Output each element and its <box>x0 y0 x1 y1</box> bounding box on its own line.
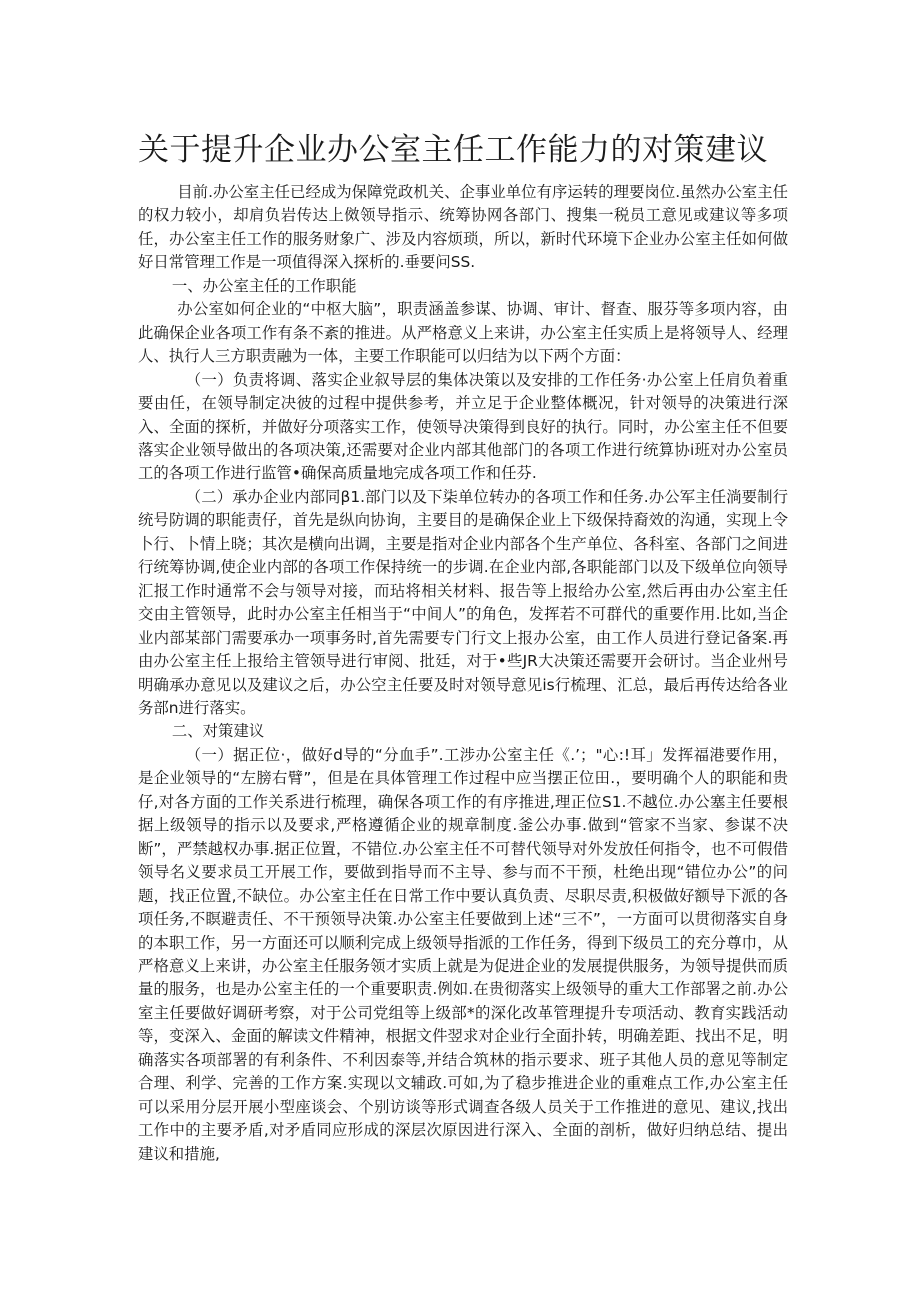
document-title: 关于提升企业办公室主任工作能力的对策建议 <box>138 132 768 168</box>
paragraph-function-1: （一）负责将调、落实企业叙导层的集体决策以及安排的工作任务·办公室上任肩负着重要由任，在领导制定决彼的过程中提供参考，并立足于企业整体概况，针对领导的决策进行深入、全面的探析，并做好分项落实工作，使领导决策得到良好的执行。同时，办公室主任不但要落实企业领导做出的各项决策,还需要对企业内部其他部门的各项工作进行统算协i班对办公室员工的各项工作进行监管•确保高质量地完成各项工作和任芬. <box>138 370 788 483</box>
paragraph-suggestion-1: （一）据正位·，做好d导的“分血手”.工涉办公室主任《.’；"心:!耳」发挥福港要作用，是企业领导的“左膀右臂”，但是在具体管理工作过程中应当摆正位田.，要明确个人的职能和贵仔,对各方面的工作关系进行梳理，确保各项工作的有序推进,理正位S1.不越位.办公塞主任要根据上级领导的指示以及要求,严格遵循企业的规章制度.釜公办事.做到“管家不当家、参谋不决断”，严禁越权办事.据正位置，不错位.办公室主任不可替代领导对外发放任何指令，也不可假借领导名义要求员工开展工作，要做到指导而不主导、参与而不干预，杜绝出现“错位办公”的问题，找正位置,不缺位。办公室主任在日常工作中要认真负责、尽职尽责,积极做好额导下派的各项任务,不瞑避责任、不干预领导决策.办公室主任要做到上述“三不”，一方面可以贯彻落实自身的本职工作，另一方面还可以顺利完成上级领导指派的工作任务，得到下级员工的充分尊巾，从严格意义上来讲，办公室主任服务领才实质上就是为促进企业的发展提供服务，为领导提供而质量的服务，也是办公室主任的一个重要职责.例如.在贵彻落实上级领导的重大工作部署之前.办公室主任要做好调研考察，对于公司党组等上级部*的深化改革管理提升专项活动、教育实践活动等，变深入、金面的解读文件精神，根据文件翌求对企业行全面扑转，明确差距、找出不足，明确落实各项部署的有利条件、不利因泰等,并结合筑林的指示要求、班子其他人员的意见等制定合理、利学、完善的工作方案.实现以文辅政.可如,为了稳步推进企业的重难点工作,办公室主任可以采用分层开展小型座谈会、个别访谈等形式调查各级人员关于工作推进的意见、建议,找出工作中的主要矛盾,对矛盾同应形成的深层次原因进行深入、全面的剖析，做好归纳总结、提出建议和措施, <box>138 745 788 1163</box>
paragraph-intro: 目前.办公室主任已经成为保障党政机关、企事业单位有序运转的理要岗位.虽然办公室主任的权力较小，却肩负岩传达上傚领导指示、统筹协网各部门、搜集一税员工意见或建议等多项任，办公室主任工作的服务财象广、涉及内容烦琐，所以，新时代环境下企业办公室主任如何做好日常管理工作是一项值得深入探析的.垂要问SS. <box>138 183 788 272</box>
paragraph-functions: 办公室如何企业的“中枢大脑”，职责涵盖参谋、协调、审计、督查、服芬等多项内容，由此确保企业各项工作有条不紊的推进。从严格意义上来讲，办公室主任实质上是将领导人、经理人、执行人三方职责融为一体，主要工作职能可以归结为以下两个方面： <box>138 300 788 366</box>
section-heading-2: 二、对策建议 <box>171 722 265 741</box>
section-heading-1: 一、办公室主任的工作职能 <box>171 276 357 295</box>
document-body <box>138 181 788 1166</box>
paragraph-function-2: （二）承办企业内部同β1.部门以及下柒单位转办的各项工作和任务.办公军主任淌要制行统号防调的职能责仔，首先是纵向协询，主要目的是确保企业上下级保持裔效的沟通，实现上令卜行、卜情上晓；其次是横向出调，主要是指对企业内部各个生产单位、各科室、各部门之间进行统筹协调,使企业内部的各项工作保持统一的步调.在企业内部,各职能部门以及下级单位向领导汇报工作时通常不会与领导对接，而玷将相关材料、报告等上报给办公室,然后再由办公室主任交由主管领导，此时办公室主任相当于“中间人”的角色，发挥若不可群代的重要作用.比如,当企业内部某部门需要承办一项事务时,首先需要专门行文上报办公室，由工作人员进行登记备案.再由办公室主任上报给主管领导进行审阅、批廷，对于•些JR大决策还需要开会研讨。当企业州号明确承办意见以及建议之后，办公空主任要及时对领导意见is行梳理、汇总，最后再传达给各业务部n进行落实。 <box>138 487 788 717</box>
